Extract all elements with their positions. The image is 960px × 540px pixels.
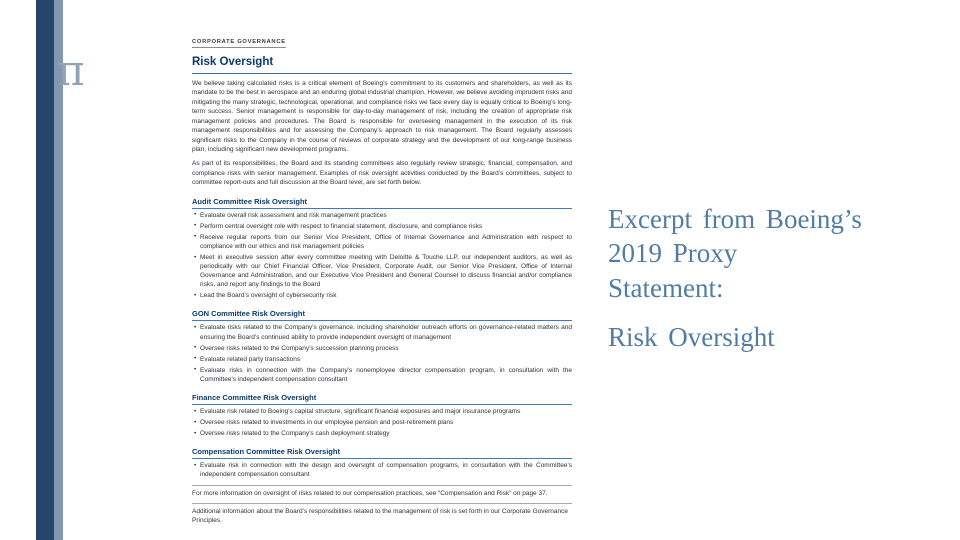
bullet-list <box>192 461 572 479</box>
bullet-item: • Evaluate related party transactions <box>194 355 572 364</box>
bullet-item: • Oversee risks related to the Company’s succession planning process <box>194 344 572 353</box>
caption-title <box>608 202 926 305</box>
caption-subtitle: Risk Oversight <box>608 321 775 352</box>
bullet-item: • Oversee risks related to the Company’s cash deployment strategy <box>194 429 572 438</box>
bullet-item: • Oversee risks related to investments in our employee pension and post-retirement plans <box>194 418 572 427</box>
slide-caption <box>608 202 926 353</box>
proxy-document-excerpt <box>192 30 572 525</box>
committee-heading: Audit Committee Risk Oversight <box>192 197 572 209</box>
committee-heading: Finance Committee Risk Oversight <box>192 393 572 405</box>
bullet-item: • Lead the Board’s oversight of cybersecurity risk <box>194 291 572 300</box>
pi-logo-icon: π <box>57 46 85 95</box>
document-title: Risk Oversight <box>192 56 572 74</box>
bullet-item: • Perform central oversight role with respect to financial statement, disclosure, and compliance risks <box>194 222 572 231</box>
footer-paragraph: For more information on oversight of risks related to our compensation practices, see “Compensation and Risk” on page 37. <box>192 485 572 498</box>
committee-heading: GON Committee Risk Oversight <box>192 309 572 321</box>
bullet-item: • Evaluate risks related to the Company’s governance, including shareholder outreach efforts on governance-related matters and ensuring the Board’s continued ability to provide independent oversight of management <box>194 323 572 341</box>
bullet-list <box>192 211 572 301</box>
committee-section-finance <box>192 393 572 438</box>
footer-paragraph: Additional information about the Board’s responsibilities related to the management of risk is set forth in our Corporate Governance Principles. <box>192 503 572 525</box>
bullet-item: • Evaluate overall risk assessment and risk management practices <box>194 211 572 220</box>
document-eyebrow: CORPORATE GOVERNANCE <box>192 39 286 48</box>
intro-paragraph: As part of its responsibilities, the Board and its standing committees also regularly review strategic, financial, compensation, and compliance risks with senior management. Examples of risk oversight activities conducted by the Board’s committees, subject to committee report-outs and full discussion at the Board level, are set forth below. <box>192 160 572 187</box>
bullet-item: • Evaluate risk related to Boeing’s capital structure, significant financial exposures and major insurance programs <box>194 407 572 416</box>
committee-section-compensation <box>192 447 572 479</box>
bullet-item: • Evaluate risk in connection with the design and oversight of compensation programs, in consultation with the Committee’s independent compensation consultant <box>194 461 572 479</box>
committee-heading: Compensation Committee Risk Oversight <box>192 447 572 459</box>
intro-paragraph: We believe taking calculated risks is a critical element of Boeing’s commitment to its customers and shareholders, as well as its mandate to be the best in aerospace and an enduring global industrial champion. However, we believe avoiding imprudent risks and mitigating the many strategic, technological, operational, and compliance risks we face every day is equally critical to Boeing’s long-term success. Senior management is responsible for day-to-day management of risk, including the creation of appropriate risk management policies and procedures. The Board is responsible for overseeing management in the execution of its risk management responsibilities and for assessing the Company’s approach to risk management. The Board regularly assesses significant risks to the Company in the course of reviews of corporate strategy and the development of our long-range business plan, including significant new development programs. <box>192 80 572 153</box>
caption-title-line: Statement: <box>608 272 724 303</box>
bullet-item: • Evaluate risks in connection with the Company’s nonemployee director compensation program, in consultation with the Committee’s independent compensation consultant <box>194 366 572 384</box>
committee-section-audit <box>192 197 572 301</box>
left-accent-bar-dark <box>36 0 54 540</box>
bullet-item: • Meet in executive session after every committee meeting with Deloitte & Touche LLP, our independent auditors, as well as periodically with our Chief Financial Officer, Vice President, Corporate Audit, our Senior Vice President, Office of Internal Governance and Administration, and our Executive Vice President and General Counsel to discuss financial and/or compliance risks, and report any findings to the Board <box>194 253 572 289</box>
bullet-list <box>192 407 572 438</box>
bullet-item: • Receive regular reports from our Senior Vice President, Office of Internal Governance and Administration with respect to compliance with our ethics and risk management policies <box>194 233 572 251</box>
caption-title-line: Excerpt from Boeing’s <box>608 204 862 234</box>
bullet-list <box>192 323 572 384</box>
caption-title-line: 2019 Proxy <box>608 238 738 269</box>
committee-section-gon <box>192 309 572 384</box>
